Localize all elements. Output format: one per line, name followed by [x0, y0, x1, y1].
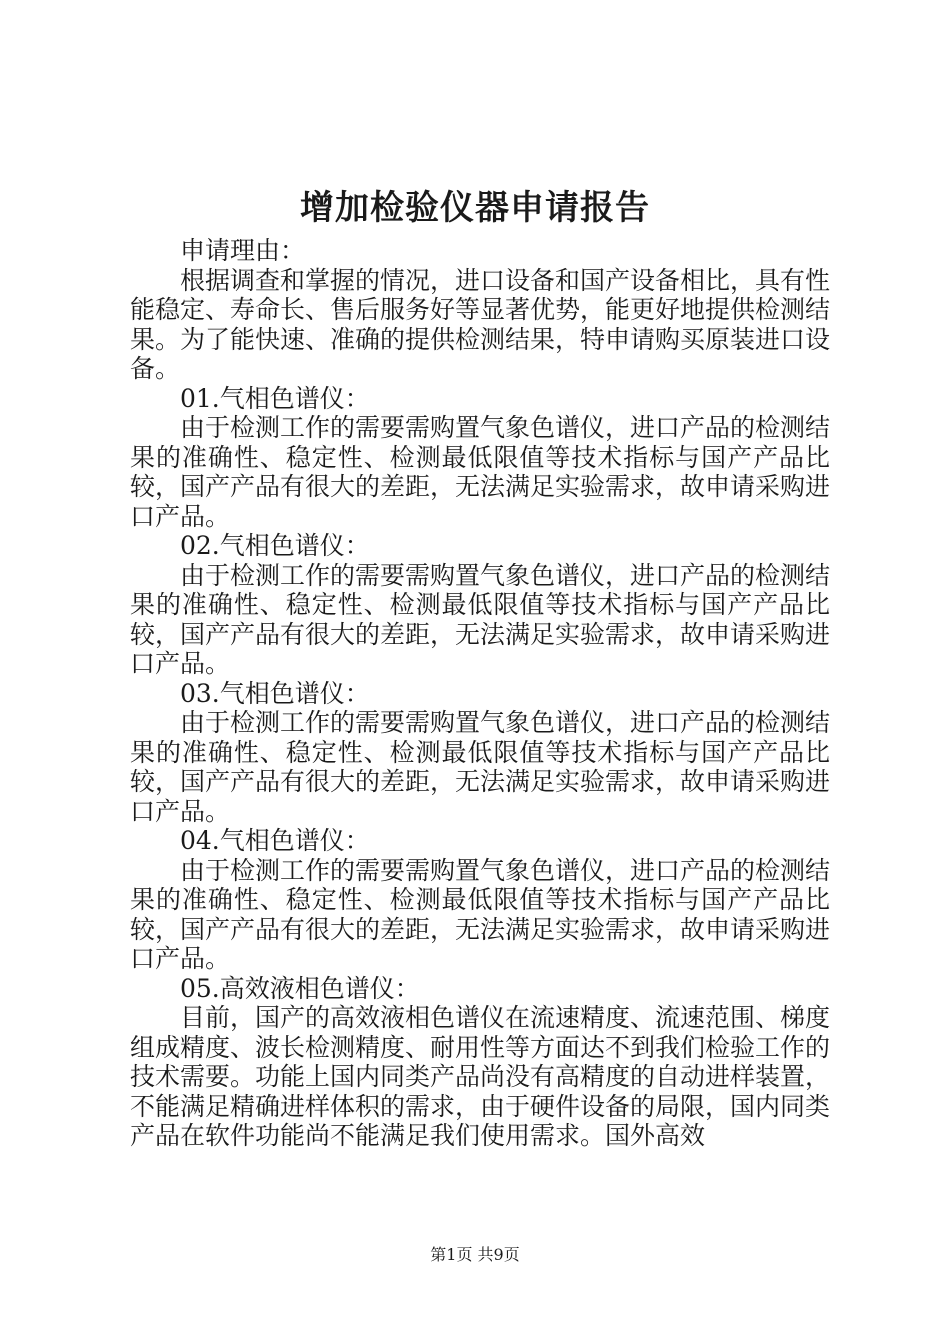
paragraph-item-05-heading: 05.高效液相色谱仪：	[180, 973, 420, 1003]
paragraph-reason-body: 根据调查和掌握的情况，进口设备和国产设备相比，具有性能稳定、寿命长、售后服务好等显著优势，能更好地提供检测结果。为了能快速、准确的提供检测结果，特申请购买原装进口设备。	[130, 265, 831, 383]
page-number-footer: 第1页 共9页	[430, 1245, 520, 1264]
paragraph-item-02-body: 由于检测工作的需要需购置气象色谱仪，进口产品的检测结果的准确性、稳定性、检测最低限值等技术指标与国产产品比较，国产产品有很大的差距，无法满足实验需求，故申请采购进口产品。	[130, 560, 831, 678]
paragraph-item-03-body: 由于检测工作的需要需购置气象色谱仪，进口产品的检测结果的准确性、稳定性、检测最低限值等技术指标与国产产品比较，国产产品有很大的差距，无法满足实验需求，故申请采购进口产品。	[130, 708, 831, 826]
paragraph-item-05-body: 目前，国产的高效液相色谱仪在流速精度、流速范围、梯度组成精度、波长检测精度、耐用性等方面达不到我们检验工作的技术需要。功能上国内同类产品尚没有高精度的自动进样装置，不能满足精确进样体积的需求，由于硬件设备的局限，国内同类产品在软件功能尚不能满足我们使用需求。国外高效	[130, 1003, 831, 1150]
paragraph-item-02-heading: 02.气相色谱仪：	[180, 531, 370, 560]
paragraph-reason-heading: 申请理由：	[180, 236, 306, 265]
document-title: 增加检验仪器申请报告	[300, 188, 650, 228]
paragraph-item-01-heading: 01.气相色谱仪：	[180, 383, 370, 413]
paragraph-item-04-body: 由于检测工作的需要需购置气象色谱仪，进口产品的检测结果的准确性、稳定性、检测最低限值等技术指标与国产产品比较，国产产品有很大的差距，无法满足实验需求，故申请采购进口产品。	[130, 855, 831, 973]
paragraph-item-04-heading: 04.气相色谱仪：	[180, 826, 370, 855]
paragraph-item-03-heading: 03.气相色谱仪：	[180, 678, 370, 708]
document-body	[130, 236, 830, 1151]
paragraph-item-01-body: 由于检测工作的需要需购置气象色谱仪，进口产品的检测结果的准确性、稳定性、检测最低限值等技术指标与国产产品比较，国产产品有很大的差距，无法满足实验需求，故申请采购进口产品。	[130, 413, 831, 531]
